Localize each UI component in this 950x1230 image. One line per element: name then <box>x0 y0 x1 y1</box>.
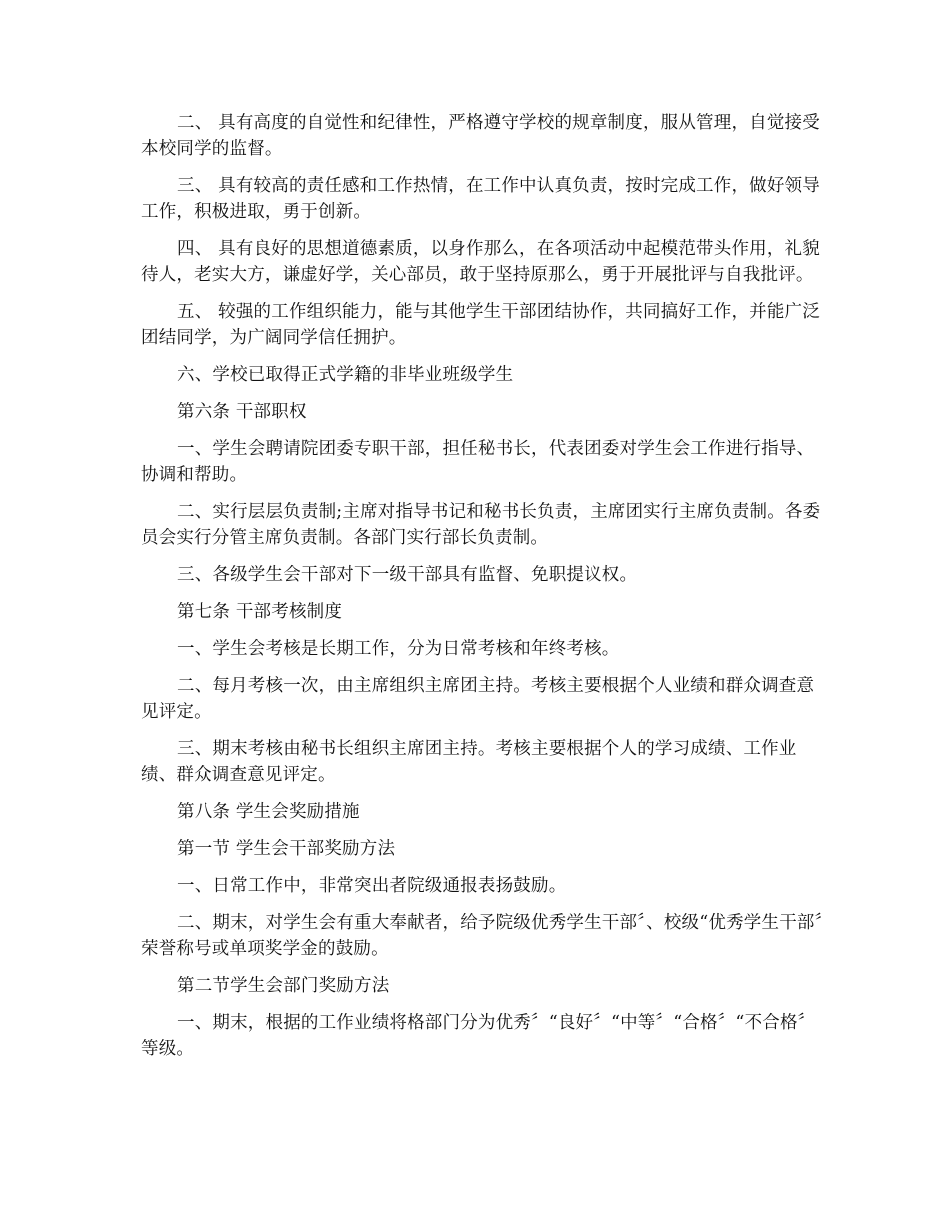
paragraph-13: 三、期末考核由秘书长组织主席团主持。考核主要根据个人的学习成绩、工作业绩、群众调查意见评定。 <box>141 739 797 785</box>
section-2-heading: 第二节学生会部门奖励方法 <box>177 976 390 996</box>
article-7-heading: 第七条 干部考核制度 <box>177 602 343 622</box>
paragraph-19: 一、期末，根据的工作业绩将格部门分为优秀〞“良好〞“中等〞“合格〞“不合格〞等级。 <box>141 1013 816 1059</box>
paragraph-12: 二、每月考核一次，由主席组织主席团主持。考核主要根据个人业绩和群众调查意见评定。 <box>141 676 815 722</box>
paragraph-7: 一、学生会聘请院团委专职干部，担任秘书长，代表团委对学生会工作进行指导、协调和帮助。 <box>141 439 815 485</box>
document-body <box>141 110 831 1073</box>
section-1-heading: 第一节 学生会干部奖励方法 <box>177 839 396 859</box>
paragraph-1: 二、 具有高度的自觉性和纪律性，严格遵守学校的规章制度，服从管理，自觉接受本校同学的监督。 <box>141 113 820 159</box>
paragraph-3: 四、 具有良好的思想道德素质，以身作那么，在各项活动中起模范带头作用，礼貌待人，老实大方，谦虚好学，关心部员，敢于坚持原那么，勇于开展批评与自我批评。 <box>141 239 820 285</box>
article-6-heading: 第六条 干部职权 <box>177 402 307 422</box>
article-8-heading: 第八条 学生会奖励措施 <box>177 802 360 822</box>
paragraph-17: 二、期末，对学生会有重大奉献者，给予院级优秀学生干部〞、校级“优秀学生干部〞荣誉称号或单项奖学金的鼓励。 <box>141 913 824 959</box>
paragraph-9: 三、各级学生会干部对下一级干部具有监督、免职提议权。 <box>177 565 638 585</box>
paragraph-11: 一、学生会考核是长期工作，分为日常考核和年终考核。 <box>177 639 620 659</box>
paragraph-2: 三、 具有较高的责任感和工作热情，在工作中认真负责，按时完成工作，做好领导工作，积极进取，勇于创新。 <box>141 176 820 222</box>
paragraph-16: 一、日常工作中，非常突出者院级通报表扬鼓励。 <box>177 876 567 896</box>
paragraph-5: 六、学校已取得正式学籍的非毕业班级学生 <box>177 365 514 385</box>
paragraph-8: 二、实行层层负责制;主席对指导书记和秘书长负责，主席团实行主席负责制。各委员会实行分管主席负责制。各部门实行部长负责制。 <box>141 502 821 548</box>
paragraph-4: 五、 较强的工作组织能力，能与其他学生干部团结协作，共同搞好工作，并能广泛团结同学，为广阔同学信任拥护。 <box>141 302 820 348</box>
